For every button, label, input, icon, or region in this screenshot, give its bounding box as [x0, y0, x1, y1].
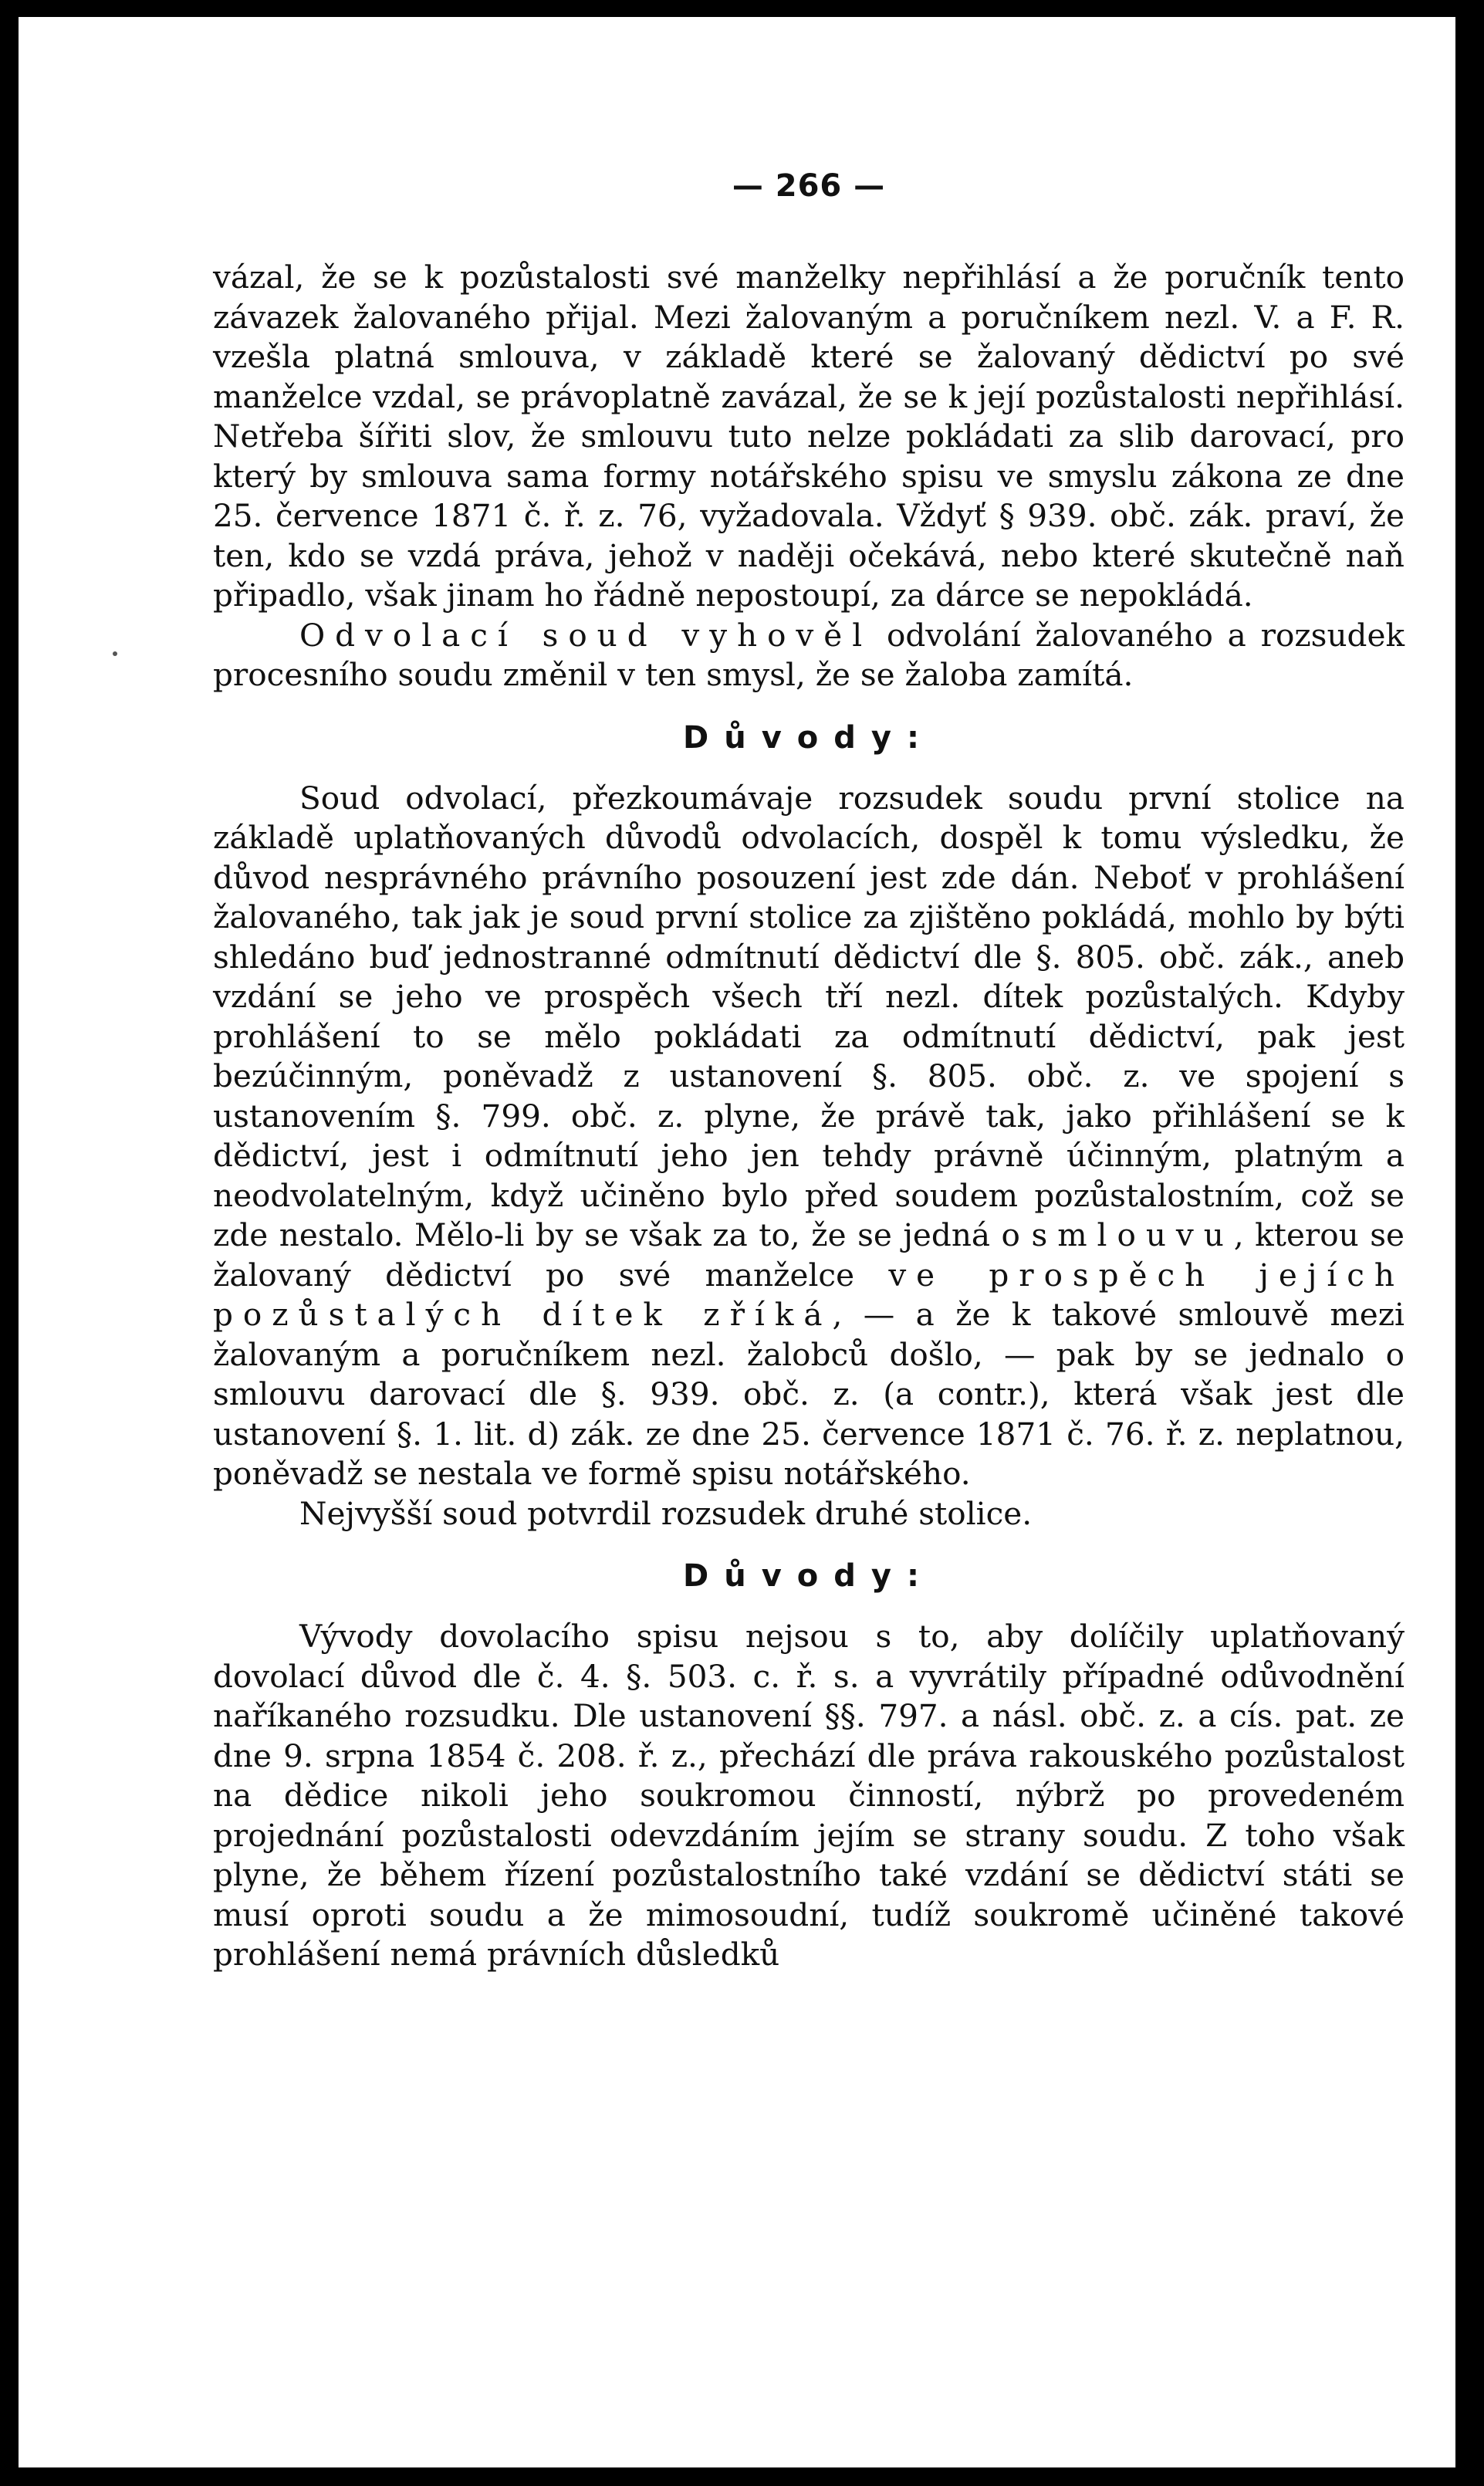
paragraph-2-text: odvolání žalovaného a rozsudek procesního soudu změnil v ten smysl, že se žaloba zamítá. [213, 616, 1405, 693]
paragraph-5: Vývody dovolacího spisu nejsou s to, aby dolíčily uplatňovaný dovolací důvod dle č. 4. §. 503. c. ř. s. a vyvrátily případné odůvodnění naříkaného rozsudku. Dle ustanovení §§. 797. a násl. obč. z. a cís. pat. ze dne 9. srpna 1854 č. 208. ř. z., přechází dle práva rakouského pozůstalost na dědice nikoli jeho soukromou činností, nýbrž po provedeném projednání pozůstalosti odevzdáním jejím se strany soudu. Z toho však plyne, že během řízení pozůstalostního také vzdání se dědictví státi se musí oproti soudu a že mimosoudní, tudíž soukromě učiněné takové prohlášení nemá právních důsledků [213, 1618, 1405, 1973]
margin-mark [113, 651, 117, 656]
paragraph-3-part-a: Soud odvolací, přezkoumávaje rozsudek soudu první stolice na základě uplatňovaných důvodů odvolacích, dospěl k tomu výsledku, že důvod nesprávného právního posouzení jest zde dán. Neboť v prohlášení žalovaného, tak jak je soud první stolice za zjištěno pokládá, mohlo by býti shledáno buď jednostranné odmítnutí dědictví dle §. 805. obč. zák., aneb vzdání se jeho ve prospěch všech tří nezl. dítek pozůstalých. Kdyby prohlášení to se mělo pokládati za odmítnutí dědictví, pak jest bezúčinným, poněvadž z ustanovení §. 805. obč. z. ve spojení s ustanovením §. 799. obč. z. plyne, že právě tak, jako přihlášení se k dědictví, jest i odmítnutí jeho jen tehdy právně účinným, platným a neodvolatelným, když učiněno bylo před soudem pozůstalostním, což se zde nestalo. Mělo-li by se však za to, že se jedná o [213, 779, 1405, 1253]
paragraph-3-part-b: , kterou se žalovaný dědictví po své manželce [213, 1216, 1405, 1294]
emphasis-odvolaci-soud: Odvolací soud vyhověl [299, 616, 873, 654]
page-text [213, 168, 1405, 1975]
paragraph-2 [213, 616, 1405, 695]
paragraph-3-part-c: , — a že k takové smlouvě mezi žalovaným a poručníkem nezl. žalobců došlo, — pak by se jednalo o smlouvu darovací dle §. 939. obč. z. (a contr.), která však jest dle ustanovení §. 1. lit. d) zák. ze dne 25. července 1871 č. 76. ř. z. neplatnou, poněvadž se nestala ve formě spisu notářského. [213, 1296, 1405, 1492]
section-heading-duvody-2: Důvody: [683, 1558, 935, 1594]
emphasis-smlouvu: smlouvu [1031, 1216, 1234, 1253]
paragraph-1: vázal, že se k pozůstalosti své manželky nepřihlásí a že poručník tento závazek žalovaného přijal. Mezi žalovaným a poručníkem nezl. V. a F. R. vzešla platná smlouva, v základě které se žalovaný dědictví po své manželce vzdal, se právoplatně zavázal, že se k její pozůstalosti nepřihlásí. Netřeba šířiti slov, že smlouvu tuto nelze pokládati za slib darovací, pro který by smlouva sama formy notářského spisu ve smyslu zákona ze dne 25. července 1871 č. ř. z. 76, vyžadovala. Vždyť § 939. obč. zák. praví, že ten, kdo se vzdá práva, jehož v naději očekává, nebo které skutečně naň připadlo, však jinam ho řádně nepostoupí, za dárce se nepokládá. [213, 259, 1405, 614]
section-heading-duvody-1: Důvody: [683, 719, 935, 756]
paragraph-4: Nejvyšší soud potvrdil rozsudek druhé stolice. [299, 1494, 1033, 1532]
page-number: — 266 — [732, 168, 886, 204]
book-page [19, 17, 1455, 2467]
paragraph-3 [213, 779, 1405, 1494]
emphasis-ve-prospech: ve prospěch jejích pozůstalých dítek zříká [213, 1256, 1405, 1333]
